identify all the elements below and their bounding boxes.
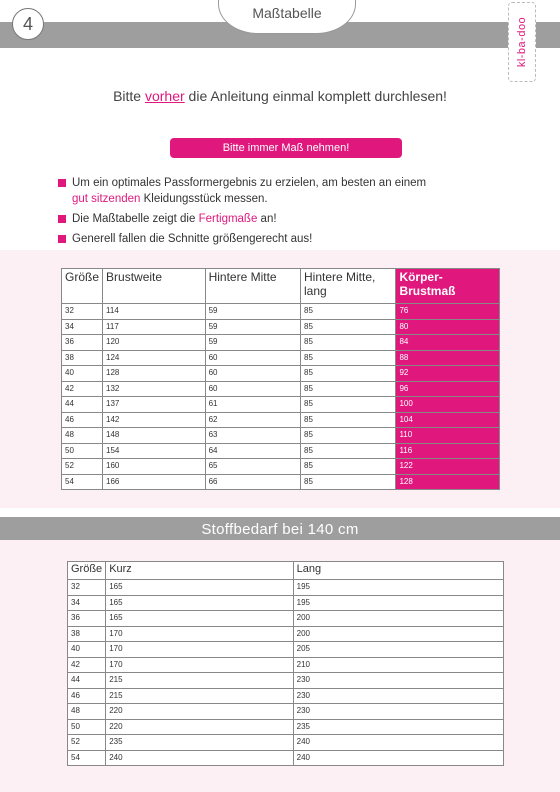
- table-cell: 200: [293, 626, 503, 642]
- fabric-section-title: Stoffbedarf bei 140 cm: [0, 517, 560, 541]
- table-cell: 50: [62, 443, 103, 459]
- table-cell: 85: [301, 428, 396, 444]
- table-cell: 59: [205, 319, 300, 335]
- table-cell: 85: [301, 474, 396, 490]
- fabric-table: [67, 561, 504, 766]
- table-cell: 215: [106, 673, 293, 689]
- table-cell: 148: [103, 428, 206, 444]
- table-cell: 110: [396, 428, 500, 444]
- table-cell: 40: [68, 642, 106, 658]
- table-row: [62, 428, 500, 444]
- table-cell: 59: [205, 304, 300, 320]
- table-cell: 240: [293, 750, 503, 766]
- bullet-item: Um ein optimales Passformergebnis zu erzielen, am besten an einem gut sitzenden Kleidungsstück messen.: [58, 175, 498, 207]
- table-header-row: [68, 562, 504, 580]
- table-row: [62, 474, 500, 490]
- table-cell: 65: [205, 459, 300, 475]
- table-cell: 64: [205, 443, 300, 459]
- table-cell: 116: [396, 443, 500, 459]
- table-cell: 195: [293, 580, 503, 596]
- table-cell: 104: [396, 412, 500, 428]
- table-row: [62, 350, 500, 366]
- column-header: Hintere Mitte, lang: [301, 269, 396, 304]
- table-cell: 120: [103, 335, 206, 351]
- table-row: [62, 443, 500, 459]
- bullet-highlight: gut sitzenden: [72, 193, 141, 205]
- table-cell: 117: [103, 319, 206, 335]
- table-cell: 85: [301, 319, 396, 335]
- table-row: [62, 366, 500, 382]
- bullet-item: Generell fallen die Schnitte größengerecht aus!: [58, 231, 498, 247]
- table-cell: 32: [68, 580, 106, 596]
- table-row: [62, 319, 500, 335]
- table-cell: 60: [205, 381, 300, 397]
- table-header-row: [62, 269, 500, 304]
- table-cell: 34: [68, 595, 106, 611]
- title-tab: [218, 0, 356, 34]
- table-cell: 59: [205, 335, 300, 351]
- table-row: [62, 412, 500, 428]
- table-cell: 76: [396, 304, 500, 320]
- table-cell: 165: [106, 595, 293, 611]
- table-cell: 92: [396, 366, 500, 382]
- table-row: [62, 381, 500, 397]
- table-cell: 52: [68, 735, 106, 751]
- table-cell: 230: [293, 673, 503, 689]
- notice-pill: Bitte immer Maß nehmen!: [170, 138, 402, 158]
- table-cell: 61: [205, 397, 300, 413]
- table-row: [68, 673, 504, 689]
- table-cell: 124: [103, 350, 206, 366]
- table-cell: 40: [62, 366, 103, 382]
- table-cell: 44: [68, 673, 106, 689]
- column-header: Lang: [293, 562, 503, 580]
- table-row: [62, 304, 500, 320]
- column-header: Kurz: [106, 562, 293, 580]
- table-row: [68, 611, 504, 627]
- table-cell: 200: [293, 611, 503, 627]
- table-cell: 170: [106, 626, 293, 642]
- table-cell: 85: [301, 304, 396, 320]
- table-row: [62, 335, 500, 351]
- table-cell: 36: [62, 335, 103, 351]
- table-cell: 170: [106, 642, 293, 658]
- table-cell: 62: [205, 412, 300, 428]
- table-cell: 52: [62, 459, 103, 475]
- table-cell: 85: [301, 459, 396, 475]
- table-cell: 137: [103, 397, 206, 413]
- table-row: [62, 397, 500, 413]
- table-cell: 48: [68, 704, 106, 720]
- column-header: Hintere Mitte: [205, 269, 300, 304]
- table-cell: 220: [106, 719, 293, 735]
- table-cell: 85: [301, 366, 396, 382]
- table-cell: 88: [396, 350, 500, 366]
- table-cell: 46: [68, 688, 106, 704]
- table-cell: 38: [62, 350, 103, 366]
- table-cell: 85: [301, 335, 396, 351]
- table-cell: 230: [293, 704, 503, 720]
- table-cell: 42: [68, 657, 106, 673]
- table-cell: 132: [103, 381, 206, 397]
- table-cell: 240: [106, 750, 293, 766]
- table-row: [68, 642, 504, 658]
- table-cell: 54: [62, 474, 103, 490]
- bullet-list: [58, 175, 498, 251]
- intro-highlight: vorher: [144, 88, 185, 104]
- intro-text: Bitte vorher die Anleitung einmal komplett durchlesen!: [113, 88, 447, 104]
- table-cell: 32: [62, 304, 103, 320]
- table-cell: 54: [68, 750, 106, 766]
- table-cell: 85: [301, 443, 396, 459]
- table-cell: 63: [205, 428, 300, 444]
- table-cell: 48: [62, 428, 103, 444]
- table-cell: 84: [396, 335, 500, 351]
- table-cell: 215: [106, 688, 293, 704]
- table-cell: 230: [293, 688, 503, 704]
- table-cell: 170: [106, 657, 293, 673]
- table-row: [68, 735, 504, 751]
- table-cell: 240: [293, 735, 503, 751]
- table-cell: 66: [205, 474, 300, 490]
- column-header: Körper-Brustmaß: [396, 269, 500, 304]
- table-cell: 235: [106, 735, 293, 751]
- table-cell: 165: [106, 580, 293, 596]
- table-cell: 205: [293, 642, 503, 658]
- table-cell: 235: [293, 719, 503, 735]
- table-cell: 166: [103, 474, 206, 490]
- table-cell: 36: [68, 611, 106, 627]
- table-cell: 60: [205, 350, 300, 366]
- table-cell: 114: [103, 304, 206, 320]
- table-cell: 128: [103, 366, 206, 382]
- table-cell: 46: [62, 412, 103, 428]
- table-cell: 165: [106, 611, 293, 627]
- table-row: [68, 750, 504, 766]
- page-title: Maßtabelle: [252, 5, 322, 21]
- table-row: [68, 657, 504, 673]
- table-cell: 42: [62, 381, 103, 397]
- page-number: 4: [12, 8, 44, 40]
- table-cell: 38: [68, 626, 106, 642]
- table-row: [68, 719, 504, 735]
- table-cell: 128: [396, 474, 500, 490]
- table-cell: 122: [396, 459, 500, 475]
- table-row: [68, 595, 504, 611]
- size-table: [61, 268, 500, 490]
- table-cell: 80: [396, 319, 500, 335]
- table-cell: 34: [62, 319, 103, 335]
- bullet-highlight: Fertigmaße: [198, 213, 258, 225]
- column-header: Brustweite: [103, 269, 206, 304]
- table-cell: 195: [293, 595, 503, 611]
- table-cell: 100: [396, 397, 500, 413]
- table-cell: 210: [293, 657, 503, 673]
- table-cell: 154: [103, 443, 206, 459]
- brand-tag: [508, 2, 536, 82]
- bullet-item: Die Maßtabelle zeigt die Fertigmaße an!: [58, 211, 498, 227]
- table-cell: 50: [68, 719, 106, 735]
- table-cell: 96: [396, 381, 500, 397]
- table-cell: 60: [205, 366, 300, 382]
- table-row: [68, 704, 504, 720]
- table-cell: 160: [103, 459, 206, 475]
- table-row: [68, 688, 504, 704]
- table-cell: 85: [301, 381, 396, 397]
- column-header: Größe: [62, 269, 103, 304]
- table-row: [68, 626, 504, 642]
- table-row: [62, 459, 500, 475]
- table-cell: 85: [301, 397, 396, 413]
- table-cell: 44: [62, 397, 103, 413]
- table-row: [68, 580, 504, 596]
- column-header: Größe: [68, 562, 106, 580]
- table-cell: 85: [301, 350, 396, 366]
- table-cell: 220: [106, 704, 293, 720]
- brand-logo-text: kl-ba-doo: [516, 16, 529, 68]
- table-cell: 142: [103, 412, 206, 428]
- table-cell: 85: [301, 412, 396, 428]
